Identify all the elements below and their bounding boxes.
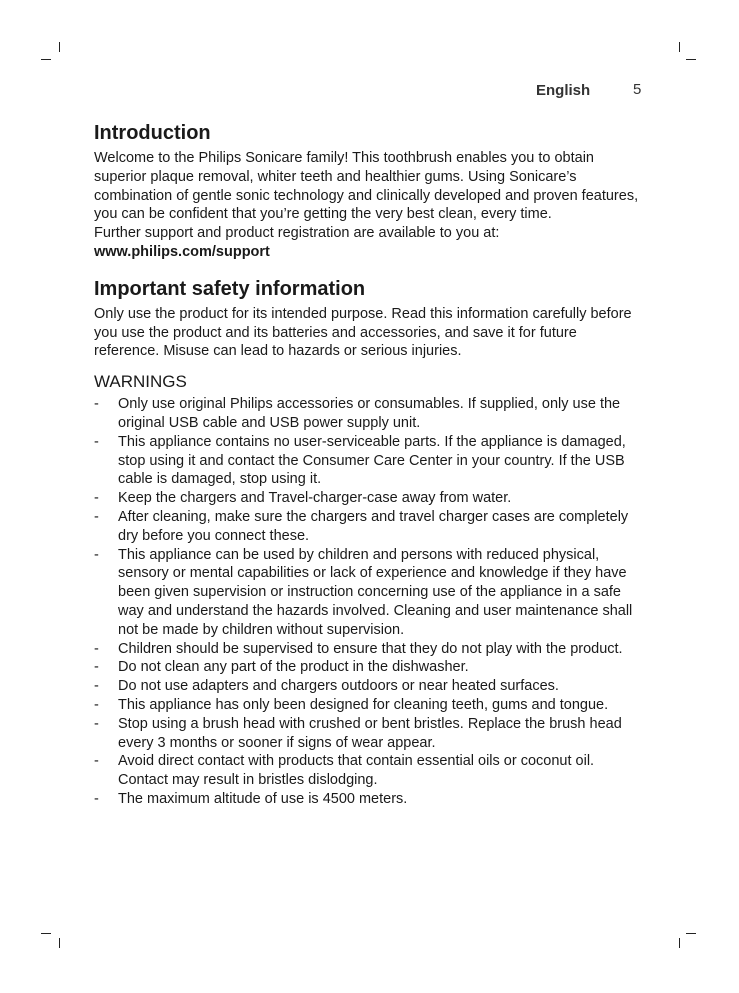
crop-mark-top-left-v (59, 42, 60, 52)
safety-paragraph: Only use the product for its intended purpose. Read this information carefully before you use the product and its batteries and accessories, and save it for future reference. Misuse can lead to hazards or serious injuries. (94, 305, 632, 360)
warning-text: Stop using a brush head with crushed or bent bristles. Replace the brush head every 3 months or sooner if signs of wear appear. (118, 715, 622, 751)
support-text: Further support and product registration are available to you at: (94, 225, 500, 242)
header-language: English (536, 82, 591, 99)
bullet-dash: - (94, 678, 99, 695)
bullet-dash: - (94, 753, 99, 770)
warning-item (94, 790, 646, 809)
warning-text: Avoid direct contact with products that contain essential oils or coconut oil. Contact may result in bristles dislodging. (118, 753, 595, 789)
warning-item (94, 677, 646, 696)
crop-mark-top-right-v (679, 42, 680, 52)
warning-item (94, 640, 646, 659)
crop-mark-bottom-right-v (679, 938, 680, 948)
warning-item (94, 508, 646, 546)
page-number: 5 (633, 81, 642, 98)
warning-item (94, 696, 646, 715)
bullet-dash: - (94, 396, 99, 413)
bullet-dash: - (94, 790, 99, 807)
warning-item (94, 489, 646, 508)
safety-title: Important safety information (94, 277, 366, 300)
bullet-dash: - (94, 696, 99, 713)
warning-text: Keep the chargers and Travel-charger-case away from water. (118, 490, 512, 507)
bullet-dash: - (94, 508, 99, 525)
crop-mark-bottom-left-v (59, 938, 60, 948)
bullet-dash: - (94, 433, 99, 450)
warning-text: This appliance can be used by children and persons with reduced physical, sensory or mental capabilities or lack of experience and knowledge if they have been given supervision or instruction concerning use of the appliance in a safe way and understand the hazards involved. Cleaning and user maintenance shall not be made by children without supervision. (118, 546, 633, 638)
warning-text: Children should be supervised to ensure that they do not play with the product. (118, 640, 623, 657)
crop-mark-bottom-left-h (41, 933, 51, 934)
warning-text: This appliance has only been designed for cleaning teeth, gums and tongue. (118, 696, 609, 713)
warnings-title: WARNINGS (94, 372, 187, 392)
bullet-dash: - (94, 715, 99, 732)
warning-text: After cleaning, make sure the chargers and travel charger cases are completely dry before you connect these. (118, 508, 629, 544)
crop-mark-top-left-h (41, 59, 51, 60)
warning-item (94, 715, 646, 753)
crop-mark-bottom-right-h (686, 933, 696, 934)
warning-text: Do not use adapters and chargers outdoors or near heated surfaces. (118, 678, 559, 695)
page-content (94, 120, 646, 809)
bullet-dash: - (94, 546, 99, 563)
bullet-dash: - (94, 659, 99, 676)
warning-item (94, 433, 646, 489)
warning-text: Only use original Philips accessories or consumables. If supplied, only use the original USB cable and USB power supply unit. (118, 396, 621, 431)
warning-item (94, 658, 646, 677)
introduction-paragraph: Welcome to the Philips Sonicare family! This toothbrush enables you to obtain superior plaque removal, whiter teeth and healthier gums. Using Sonicare’s combination of gentle sonic technology and clinically developed and proven features, you can be confident that you’re getting the very best clean, every time. (94, 150, 639, 223)
warning-text: This appliance contains no user-serviceable parts. If the appliance is damaged, stop using it and contact the Consumer Care Center in your country. If the USB cable is damaged, stop using it. (118, 433, 626, 488)
bullet-dash: - (94, 490, 99, 507)
warning-text: The maximum altitude of use is 4500 meters. (118, 790, 408, 807)
warning-text: Do not clean any part of the product in the dishwasher. (118, 659, 469, 676)
introduction-title: Introduction (94, 122, 211, 144)
warning-item (94, 395, 646, 433)
warning-item (94, 752, 646, 790)
warning-item (94, 546, 646, 640)
bullet-dash: - (94, 640, 99, 657)
warnings-list (94, 395, 646, 809)
support-link[interactable]: www.philips.com/support (94, 243, 270, 260)
crop-mark-top-right-h (686, 59, 696, 60)
